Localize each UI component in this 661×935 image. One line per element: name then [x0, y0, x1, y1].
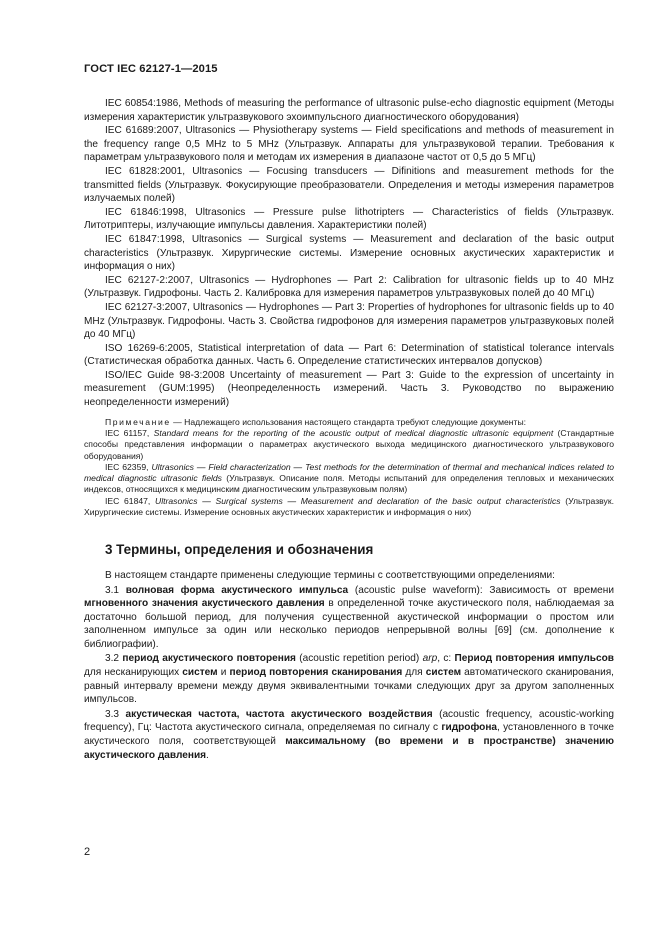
note-item: IEC 61847, Ultrasonics — Surgical systems — Measurement and declaration of the basic output characteristics (Ультразвук. Хирургические системы. Измерение основных акустических характеристик и информация о них): [84, 495, 615, 518]
term-name: период акустического повторения: [122, 653, 296, 665]
document-header: ГОСТ IEC 62127-1—2015: [84, 63, 218, 75]
reference-iso-16269-6: ISO 16269-6:2005, Statistical interpretation of data — Part 6: Determination of statistical tolerance intervals (Статистическая обработка данных. Часть 6. Определение статистических интервалов допусков): [84, 342, 614, 368]
note-item-title: Ultrasonics — Field characterization — Test methods for the determination of thermal and mechanical indices related to medical diagnostic ultrasonic fields: [84, 461, 615, 484]
reference-iec-61828: IEC 61828:2001, Ultrasonics — Focusing transducers — Difinitions and measurement methods for the transmitted fields (Ультразвук. Фокусирующие преобразователи. Определения и методы измерения параметров излучаемых полей): [84, 165, 614, 205]
reference-iec-60854: IEC 60854:1986, Methods of measuring the performance of ultrasonic pulse-echo diagnostic equipment (Методы измерения характеристик ультразвукового эхоимпульсного диагностического оборудования): [84, 98, 614, 123]
note-intro: Примечание — Надлежащего использования настоящего стандарта требуют следующие документы:: [105, 416, 527, 427]
note-block: [84, 417, 614, 519]
reference-iec-62127-3: IEC 62127-3:2007, Ultrasonics — Hydrophones — Part 3: Properties of hydrophones for ultrasonic fields up to 40 MHz (Ультразвук. Гидрофоны. Часть 3. Свойства гидрофонов для измерения параметров ультразвуковых полей до 40 МГц): [84, 301, 614, 341]
term-3-2: 3.2 период акустического повторения (acoustic repetition period) arp, с: Период повторения импульсов для несканирующих систем и период повторения сканирования для систем автоматического сканирования, равный интервалу времени между двумя эквивалентными точками следующих друг за другом заполненных импульсов.: [84, 653, 614, 706]
reference-iec-61846: IEC 61846:1998, Ultrasonics — Pressure pulse lithotripters — Characteristics of fields (Ультразвук. Литотриптеры, излучающие импульсы давления. Характеристики полей): [84, 206, 614, 232]
term-3-1: 3.1 волновая форма акустического импульса (acoustic pulse waveform): Зависимость от времени мгновенного значения акустического давления в определенной точке акустического поля, наблюдаемая за достаточно большой период, для получения существенной акустической информации о простом или заполненном импульсе за один или несколько периодов непрерывной волны [69] (см. дополнение к библиографии).: [84, 584, 614, 650]
term-name: волновая форма акустического импульса: [125, 584, 349, 596]
note-item-title: Ultrasonics — Surgical systems — Measurement and declaration of the basic output characteristics: [155, 495, 561, 506]
section-heading: 3 Термины, определения и обозначения: [105, 542, 374, 558]
note-item-title: Standard means for the reporting of the acoustic output of medical diagnostic ultrasonic equipment: [153, 427, 554, 438]
note-item: IEC 62359, Ultrasonics — Field characterization — Test methods for the determination of thermal and mechanical indices related to medical diagnostic ultrasonic fields (Ультразвук. Описание поля. Методы испытаний для определения тепловых и механических индексов, относящихся к медицинским диагностическим ультразвуковым полям): [84, 461, 615, 495]
term-3-3: 3.3 акустическая частота, частота акустического воздействия (acoustic frequency, acoustic-working frequency), Гц: Частота акустического сигнала, определяемая по сигналу с гидрофона, установленного в точке акустического поля, соответствующей максимальному (во времени и в пространстве) значению акустического давления.: [84, 708, 614, 761]
reference-iec-61689: IEC 61689:2007, Ultrasonics — Physiotherapy systems — Field specifications and methods of measurement in the frequency range 0,5 MHz to 5 MHz (Ультразвук. Аппараты для ультразвуковой терапии. Требования к параметрам ультразвукового поля и методам их измерения в диапазоне частот от 0,5 до 5 МГц): [84, 125, 614, 164]
section-intro: В настоящем стандарте применены следующие термины с соответствующими определениями:: [105, 569, 555, 581]
note-label: Примечание: [105, 416, 171, 427]
note-item: IEC 61157, Standard means for the reporting of the acoustic output of medical diagnostic ultrasonic equipment (Стандартные способы представления информации о параметрах акустического выхода медицинского диагностического ультразвукового оборудования): [84, 427, 615, 461]
page-number: 2: [84, 846, 91, 858]
term-name: акустическая частота, частота акустического воздействия: [125, 708, 433, 720]
term-symbol: arp: [422, 653, 438, 665]
terms-list: [84, 569, 614, 762]
page-content: [84, 97, 614, 763]
reference-iec-61847: IEC 61847:1998, Ultrasonics — Surgical systems — Measurement and declaration of the basic output characteristics (Ультразвук. Хирургические системы. Измерение основных акустических характеристик и информация о них): [84, 233, 614, 273]
reference-iso-iec-guide-98-3: ISO/IEC Guide 98-3:2008 Uncertainty of measurement — Part 3: Guide to the expression of uncertainty in measurement (GUM:1995) (Неопределенность измерений. Часть 3. Руководство по выражению неопределенности измерений): [84, 369, 614, 409]
reference-iec-62127-2: IEC 62127-2:2007, Ultrasonics — Hydrophones — Part 2: Calibration for ultrasonic fields up to 40 MHz (Ультразвук. Гидрофоны. Часть 2. Калибровка для измерения параметров ультразвуковых полей до 40 МГц): [84, 274, 614, 300]
